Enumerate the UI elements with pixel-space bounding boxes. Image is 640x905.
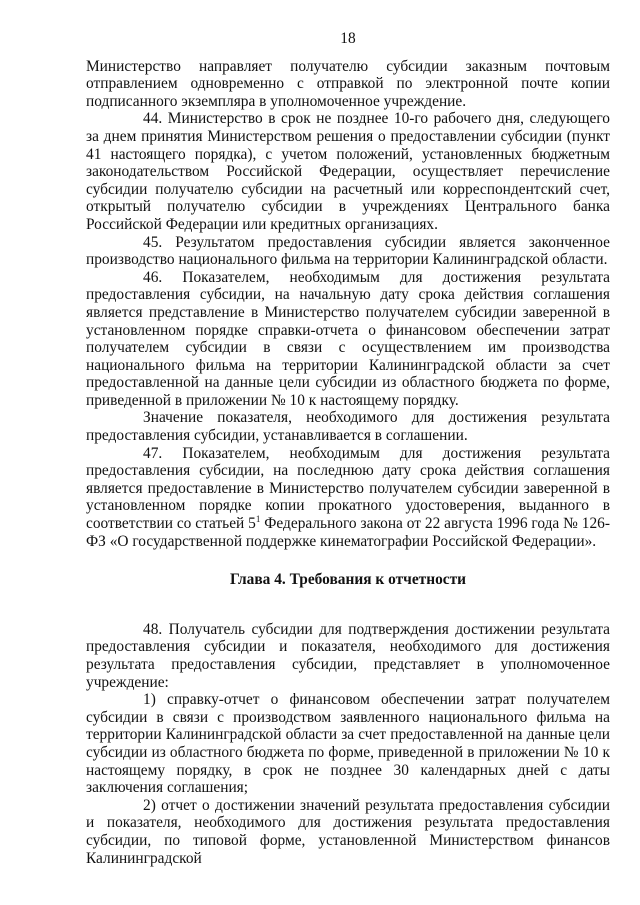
paragraph-44: 44. Министерство в срок не позднее 10-го рабочего дня, следующего за днем принятия Министерством решения о предоставлении субсидии (пункт 41 настоящего порядка), с учетом положений, установленных бюджетным законодательством Российской Федерации, осуществляет перечисление субсидии получателю субсидии на расчетный или корреспондентский счет, открытый получателю субсидии в учреждениях Центрального банка Российской Федерации или кредитных организациях. <box>86 110 610 233</box>
paragraph-46: 46. Показателем, необходимым для достижения результата предоставления субсидии, на начальную дату срока действия соглашения является представление в Министерство получателем субсидии заверенной в установленном порядке справки-отчета о финансовом обеспечении затрат получателем субсидии в связи с осуществлением им производства национального фильма на территории Калининградской области за счет предоставленной на данные цели субсидии из областного бюджета по форме, приведенной в приложении № 10 к настоящему порядку. <box>86 268 610 409</box>
paragraph-continuation: Министерство направляет получателю субсидии заказным почтовым отправлением одновременно с отправкой по электронной почте копии подписанного экземпляра в уполномоченное учреждение. <box>86 57 610 110</box>
paragraph-48-item-2: 2) отчет о достижении значений результата предоставления субсидии и показателя, необходимого для достижения результата предоставления субсидии, по типовой форме, установленной Министерством финансов Калининградской <box>86 796 610 867</box>
paragraph-48-item-1: 1) справку-отчет о финансовом обеспечении затрат получателем субсидии в связи с производством заявленного национального фильма на территории Калининградской области за счет предоставленной на данные цели субсидии из областного бюджета по форме, приведенной в приложении № 10 к настоящему порядку, в срок не позднее 30 календарных дней с даты заключения соглашения; <box>86 691 610 797</box>
paragraph-48: 48. Получатель субсидии для подтверждения достижении результата предоставления субсидии и показателя, необходимого для достижения результата предоставления субсидии, представляет в уполномоченное учреждение: <box>86 620 610 691</box>
paragraph-47 <box>86 445 610 551</box>
document-page <box>86 30 610 867</box>
page-number: 18 <box>340 30 356 47</box>
paragraph-47-text-end: Федерального закона от 22 августа 1996 года № 126-ФЗ «О государственной поддержке кинематографии Российской Федерации». <box>86 515 610 550</box>
paragraph-46-value: Значение показателя, необходимого для достижения результата предоставления субсидии, устанавливается в соглашении. <box>86 409 610 445</box>
chapter-heading: Глава 4. Требования к отчетности <box>229 571 467 589</box>
paragraph-45: 45. Результатом предоставления субсидии является законченное производство национального фильма на территории Калининградской области. <box>86 233 610 269</box>
article-superscript: 1 <box>255 513 261 524</box>
paragraph-47-text: 47. Показателем, необходимым для достижения результата предоставления субсидии, на последнюю дату срока действия соглашения является предоставление в Министерство получателем субсидии заверенной в установленном порядке копии прокатного удостоверения, выданного в соответствии со статьей 5 <box>86 444 610 533</box>
